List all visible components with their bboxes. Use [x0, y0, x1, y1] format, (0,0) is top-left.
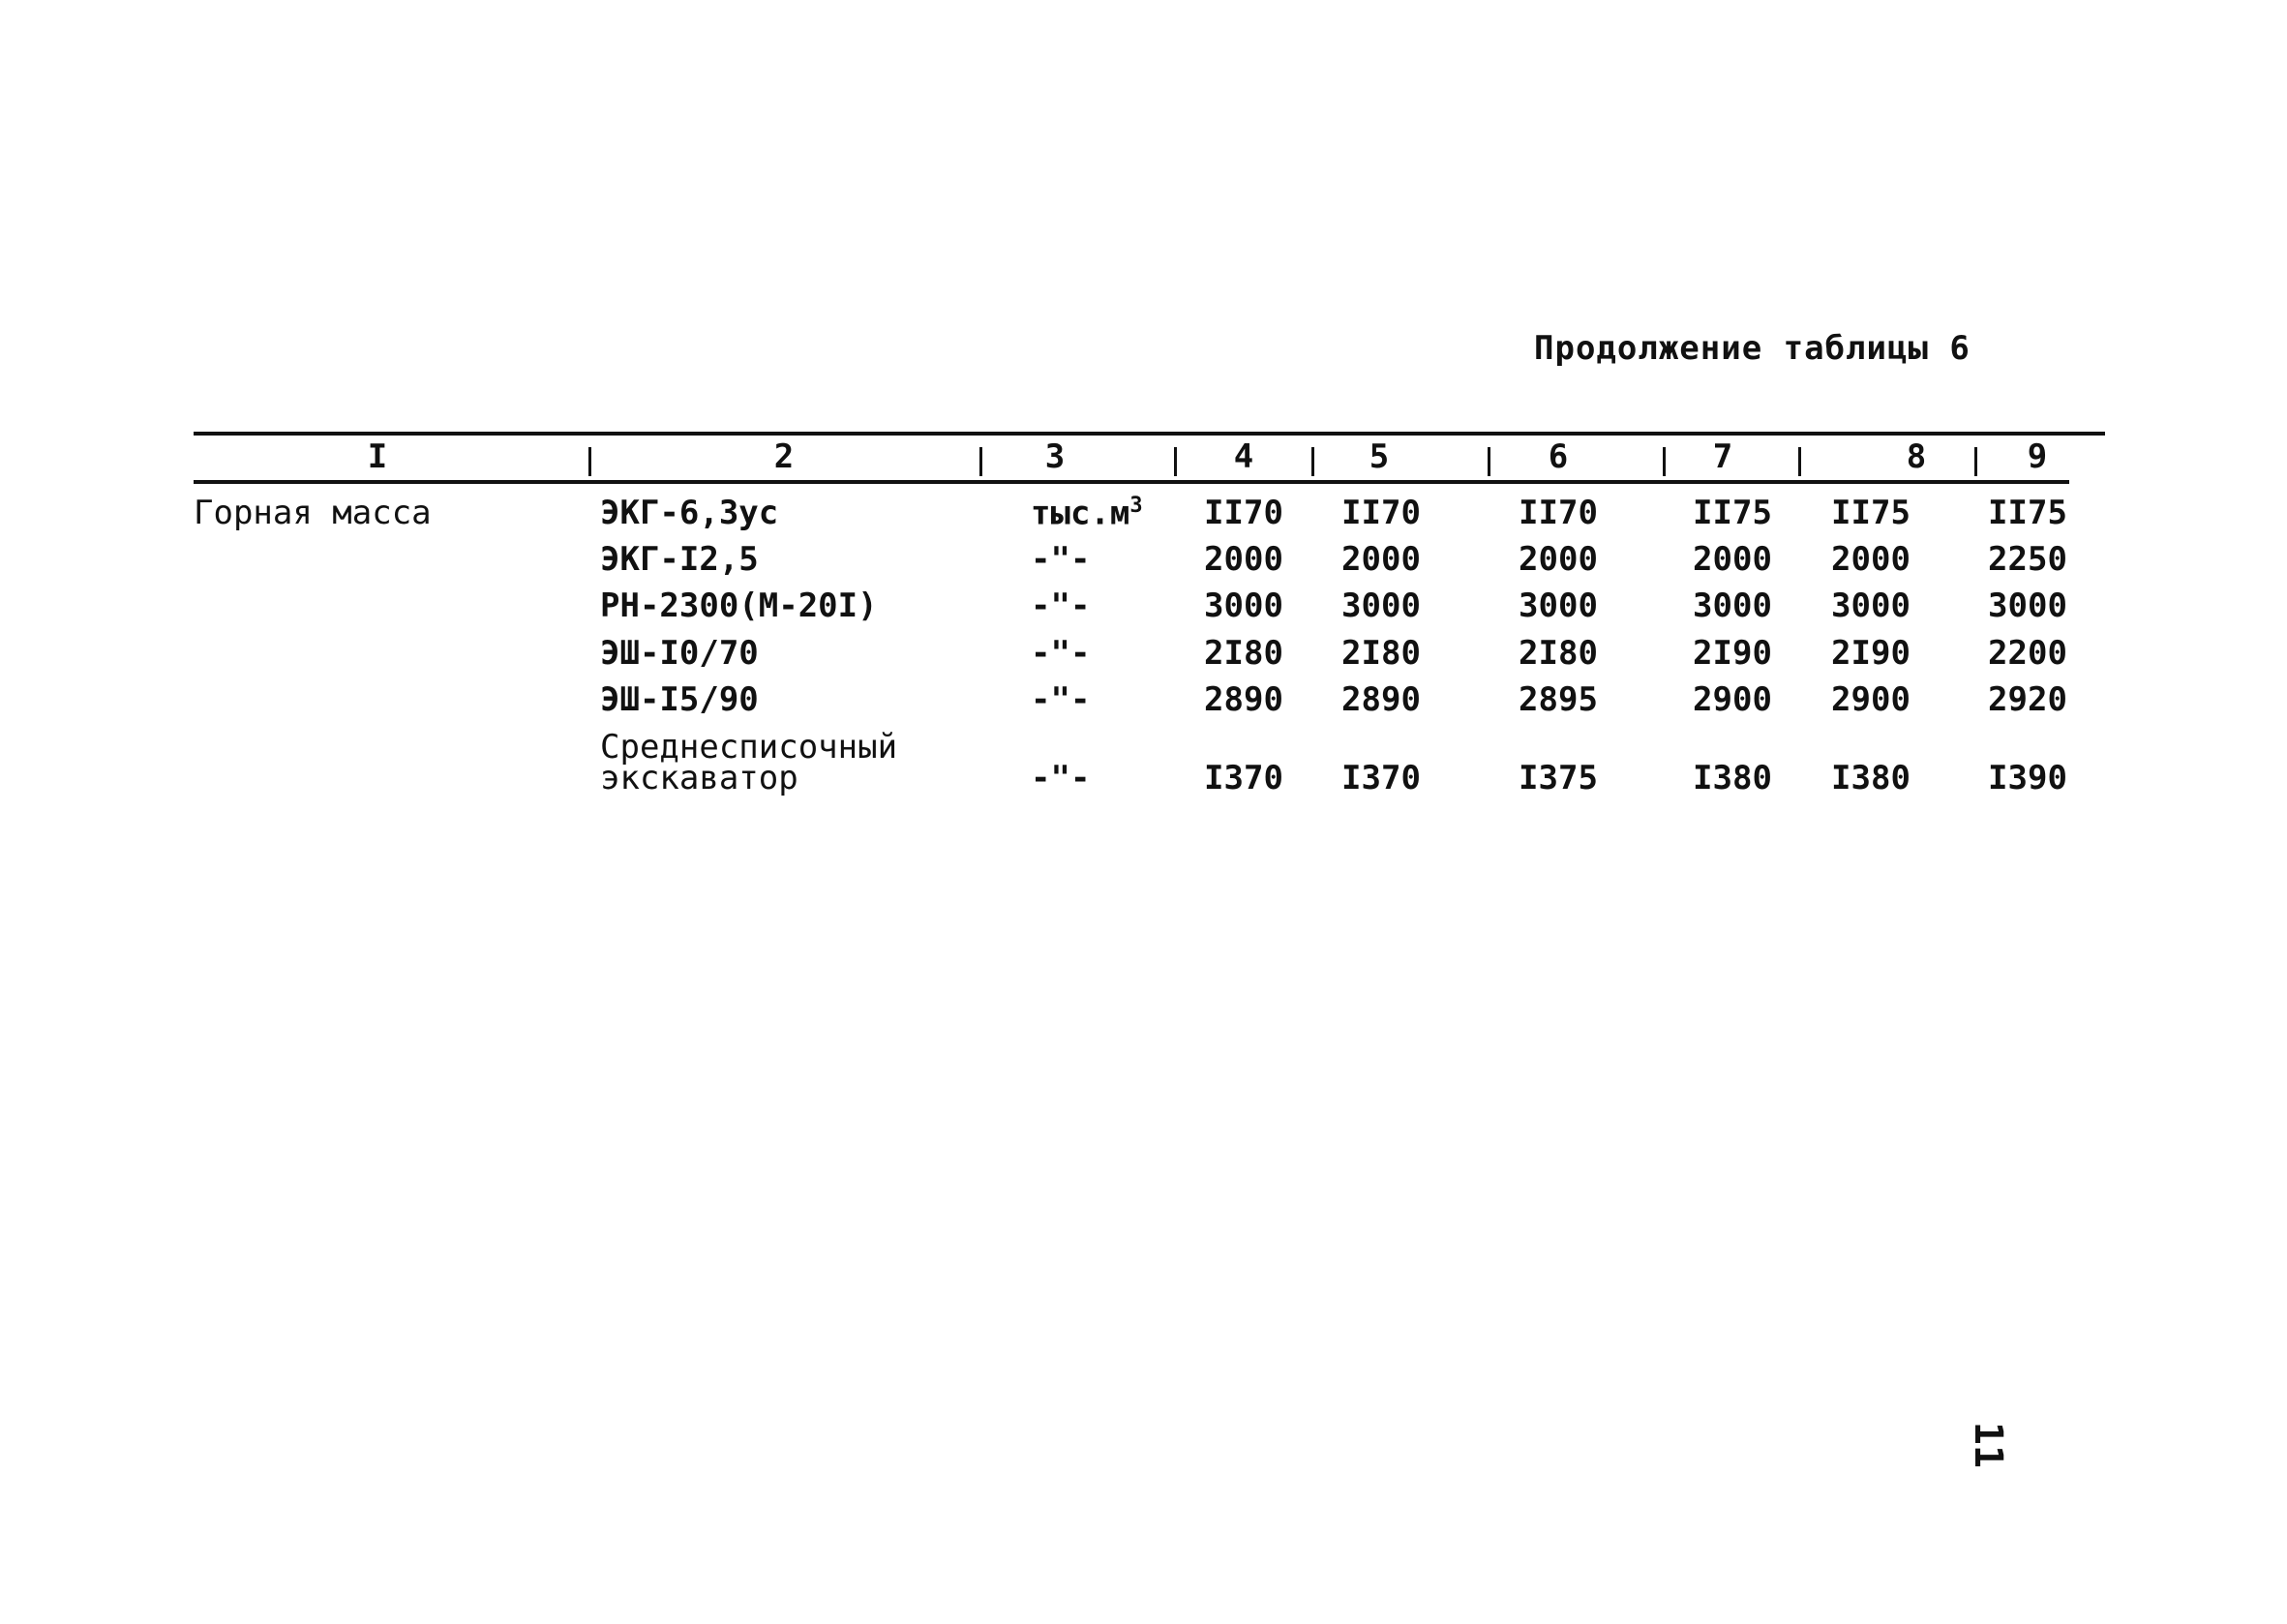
row-3-name: РН-2300(М-20I) — [600, 586, 878, 625]
header-separator — [1798, 447, 1801, 476]
row-6-col-9: I390 — [1988, 759, 2067, 797]
row-6-name-line2: экскаватор — [600, 759, 798, 797]
row-3-col-7: 3000 — [1693, 586, 1772, 625]
row-4-name: ЭШ-I0/70 — [600, 634, 759, 673]
row-1-name: ЭКГ-6,3ус — [600, 494, 779, 532]
table-top-rule — [194, 432, 2105, 436]
row-4-col-9: 2200 — [1988, 634, 2067, 673]
row-4-unit: -"- — [1031, 634, 1091, 673]
column-header-8: 8 — [1906, 437, 1927, 476]
row-2-col-8: 2000 — [1831, 540, 1911, 579]
row-3-col-8: 3000 — [1831, 586, 1911, 625]
row-6-col-4: I370 — [1204, 759, 1283, 797]
row-5-col-4: 2890 — [1204, 680, 1283, 719]
row-1-col-6: II70 — [1519, 494, 1598, 532]
row-4-col-5: 2I80 — [1341, 634, 1421, 673]
row-3-col-5: 3000 — [1341, 586, 1421, 625]
table-caption: Продолжение таблицы 6 — [1534, 329, 1971, 368]
row-3-unit: -"- — [1031, 586, 1091, 625]
row-1-col-8: II75 — [1831, 494, 1911, 532]
row-4-col-8: 2I90 — [1831, 634, 1911, 673]
header-separator — [1974, 447, 1977, 476]
row-5-unit: -"- — [1031, 680, 1091, 719]
row-6-col-8: I380 — [1831, 759, 1911, 797]
unit-superscript: 3 — [1129, 494, 1143, 518]
page-number: 11 — [1966, 1421, 2011, 1469]
row-6-name-line1: Среднесписочный — [600, 728, 898, 767]
unit-text: тыс.м — [1031, 494, 1130, 533]
row-4-col-7: 2I90 — [1693, 634, 1772, 673]
column-header-3: 3 — [1044, 437, 1066, 476]
row-2-col-7: 2000 — [1693, 540, 1772, 579]
row-5-col-6: 2895 — [1519, 680, 1598, 719]
row-2-col-9: 2250 — [1988, 540, 2067, 579]
row-2-col-6: 2000 — [1519, 540, 1598, 579]
column-header-9: 9 — [2027, 437, 2048, 476]
header-separator — [979, 447, 982, 476]
row-5-col-5: 2890 — [1341, 680, 1421, 719]
row-5-col-9: 2920 — [1988, 680, 2067, 719]
column-header-1: I — [367, 437, 388, 476]
row-2-name: ЭКГ-I2,5 — [600, 540, 759, 579]
row-2-col-4: 2000 — [1204, 540, 1283, 579]
row-1-col-4: II70 — [1204, 494, 1283, 532]
column-header-2: 2 — [773, 437, 795, 476]
row-6-unit: -"- — [1031, 759, 1091, 797]
row-1-col-5: II70 — [1341, 494, 1421, 532]
row-6-col-7: I380 — [1693, 759, 1772, 797]
row-2-col-5: 2000 — [1341, 540, 1421, 579]
header-separator — [1174, 447, 1177, 476]
row-2-unit: -"- — [1031, 540, 1091, 579]
row-4-col-4: 2I80 — [1204, 634, 1283, 673]
row-4-col-6: 2I80 — [1519, 634, 1598, 673]
column-header-6: 6 — [1548, 437, 1569, 476]
table-header-rule — [194, 480, 2069, 484]
row-1-col-7: II75 — [1693, 494, 1772, 532]
column-header-7: 7 — [1712, 437, 1733, 476]
row-5-name: ЭШ-I5/90 — [600, 680, 759, 719]
row-1-unit — [1031, 494, 1143, 532]
row-category: Горная масса — [194, 494, 432, 532]
row-6-col-5: I370 — [1341, 759, 1421, 797]
header-separator — [1663, 447, 1666, 476]
row-6-col-6: I375 — [1519, 759, 1598, 797]
row-5-col-7: 2900 — [1693, 680, 1772, 719]
row-3-col-6: 3000 — [1519, 586, 1598, 625]
header-separator — [588, 447, 591, 476]
row-1-col-9: II75 — [1988, 494, 2067, 532]
column-header-4: 4 — [1233, 437, 1254, 476]
header-separator — [1488, 447, 1490, 476]
header-separator — [1311, 447, 1314, 476]
column-header-5: 5 — [1369, 437, 1390, 476]
row-3-col-9: 3000 — [1988, 586, 2067, 625]
row-5-col-8: 2900 — [1831, 680, 1911, 719]
row-3-col-4: 3000 — [1204, 586, 1283, 625]
